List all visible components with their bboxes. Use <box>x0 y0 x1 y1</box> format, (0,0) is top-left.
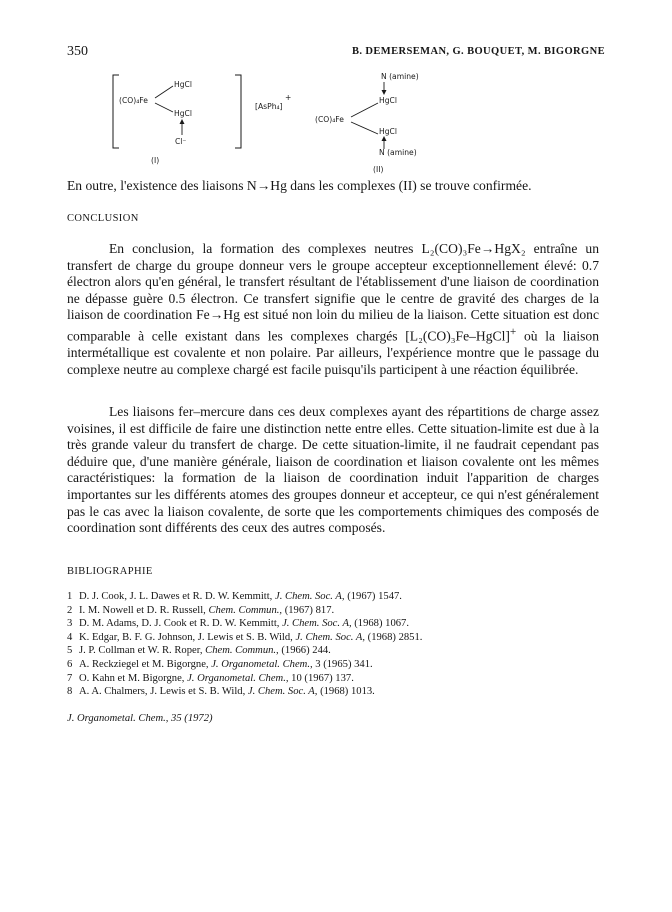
hgcl-bottom-two: HgCl <box>379 127 397 136</box>
reference-number: 5 <box>67 645 73 657</box>
reference-journal: Chem. Commun., <box>208 604 283 616</box>
charge-superscript: + <box>509 325 517 338</box>
page-header <box>67 44 605 60</box>
reference-number: 1 <box>67 591 73 602</box>
reference-details: 10 (1967) 137. <box>291 672 354 684</box>
conclusion-paragraph-2 <box>67 404 599 537</box>
conclusion-p2-text: Les liaisons fer–mercure dans ces deux complexes ayant des répartitions de charge assez voisines, il est difficile de faire une distinction nette entre elles. Cette situation-limite est due à la très grande valeur du transfert de charge. De cette situation-limite, il ne faudrait cependant pas déduire que, d'une manière générale, liaison de coordination et liaison covalente ont les mêmes caractéristiques: la formation de la liaison de coordination induit l'apparition de charges importantes sur les différents atomes des groupes donneur et accepteur, ce qui n'est généralement pas le cas avec la liaison covalente, de sorte que les comportements chimiques des composés de coordination sont différents des ceux des autres composés. <box>67 404 599 536</box>
bond-fe-hg-top <box>155 86 173 98</box>
reference-details: 3 (1965) 341. <box>315 658 373 670</box>
reference-item <box>67 590 527 604</box>
reference-number: 8 <box>67 686 73 698</box>
fe-group-two: (CO)₄Fe <box>315 115 344 124</box>
reference-item <box>67 672 527 686</box>
label-structure-two: (II) <box>373 165 384 174</box>
bond-fe-hg-top-two <box>351 103 378 117</box>
reference-details: (1966) 244. <box>281 645 331 657</box>
reference-details: (1968) 1067. <box>354 618 409 630</box>
counterion <box>255 93 291 111</box>
running-head: B. DEMERSEMAN, G. BOUQUET, M. BIGORGNE <box>351 46 605 57</box>
left-bracket-one <box>113 75 119 148</box>
reference-number: 2 <box>67 604 73 616</box>
reference-item <box>67 658 527 672</box>
reference-item <box>67 644 527 658</box>
reference-authors: A. A. Chalmers, J. Lewis et S. B. Wild, <box>79 686 246 698</box>
reference-journal: J. Chem. Soc. A, <box>282 618 352 630</box>
chloride-ion: Cl⁻ <box>175 137 187 146</box>
reference-authors: J. P. Collman et W. R. Roper, <box>79 645 203 657</box>
conclusion-heading: CONCLUSION <box>67 213 139 224</box>
structure-one <box>113 75 241 165</box>
chemical-structures <box>105 72 565 178</box>
conclusion-paragraph-1 <box>67 241 599 378</box>
reference-authors: I. M. Nowell et D. R. Russell, <box>79 604 206 616</box>
reference-details: (1967) 817. <box>284 604 335 616</box>
reference-journal: J. Chem. Soc. A, <box>247 686 318 698</box>
reference-number: 6 <box>67 658 73 670</box>
fe-group-one: (CO)₄Fe <box>119 96 148 105</box>
reference-journal: J. Organometal. Chem., <box>211 658 313 670</box>
reference-item <box>67 604 527 618</box>
hgcl-top-one: HgCl <box>174 80 192 89</box>
counterion-charge: + <box>285 93 292 102</box>
arrowhead-amine-bottom <box>382 136 387 141</box>
arrowhead-amine-top <box>382 90 387 95</box>
reference-authors: D. M. Adams, D. J. Cook et R. D. W. Kemmitt, <box>79 618 280 630</box>
reference-item <box>67 617 527 631</box>
page-number: 350 <box>67 44 88 59</box>
hgcl-top-two: HgCl <box>379 96 397 105</box>
reference-number: 3 <box>67 618 73 630</box>
reference-journal: J. Chem. Soc. A, <box>295 631 366 643</box>
confirmation-sentence: En outre, l'existence des liaisons N→Hg dans les complexes (II) se trouve confirmée. <box>67 178 532 193</box>
reference-item <box>67 631 527 645</box>
conclusion-p1-part-b: où la liaison intermétallique est covalente et non polaire. Par ailleurs, l'expérience montre que le passage du complexe neutre au complexe chargé est facile puisqu'ils participent à une réaction équilibrée. <box>67 328 599 377</box>
reference-number: 4 <box>67 631 73 643</box>
bond-fe-hg-bottom-two <box>351 122 378 134</box>
arrowhead-cl-hg <box>180 119 185 124</box>
hgcl-bottom-one: HgCl <box>174 109 192 118</box>
reference-details: (1968) 2851. <box>367 631 423 643</box>
journal-footer: J. Organometal. Chem., 35 (1972) <box>67 713 213 724</box>
reference-journal: J. Organometal. Chem., <box>187 672 289 684</box>
amine-bottom: N (amine) <box>379 148 417 157</box>
conclusion-p1-part-a: En conclusion, la formation des complexes neutres L₂(CO)₃Fe→HgX₂ entraîne un transfert de charge du groupe donneur vers le groupe accepteur exceptionnellement élevé: 0.7 électron alors qu'en général, le transfert résultant de l'établissement d'une liaison de coordination ne dépasse guère 0.5 électron. Ce transfert signifie que le centre de gravité des charges de la liaison de coordination Fe→Hg est situé non loin du milieu de la liaison. Cette situation est donc comparable à celle existant dans les complexes chargés [L₂(CO)₃Fe–HgCl] <box>67 241 599 344</box>
reference-item <box>67 685 527 699</box>
bond-fe-hg-bottom <box>155 103 173 112</box>
structure-drawing <box>105 72 565 178</box>
reference-journal: J. Chem. Soc. A, <box>275 591 345 602</box>
reference-details: (1967) 1547. <box>347 591 402 602</box>
reference-authors: A. Reckziegel et M. Bigorgne, <box>79 658 209 670</box>
reference-authors: K. Edgar, B. F. G. Johnson, J. Lewis et S. B. Wild, <box>79 631 293 643</box>
right-bracket-one <box>235 75 241 148</box>
counterion-text: [AsPh₄] <box>255 102 283 111</box>
reference-authors: O. Kahn et M. Bigorgne, <box>79 672 185 684</box>
amine-top: N (amine) <box>381 72 419 81</box>
structure-two <box>315 72 419 174</box>
reference-details: (1968) 1013. <box>320 686 375 698</box>
reference-authors: D. J. Cook, J. L. Dawes et R. D. W. Kemmitt, <box>79 591 273 602</box>
bibliography-heading: BIBLIOGRAPHIE <box>67 566 153 577</box>
label-structure-one: (I) <box>151 156 160 165</box>
reference-list <box>67 590 527 699</box>
reference-journal: Chem. Commun., <box>205 645 279 657</box>
reference-number: 7 <box>67 672 73 684</box>
